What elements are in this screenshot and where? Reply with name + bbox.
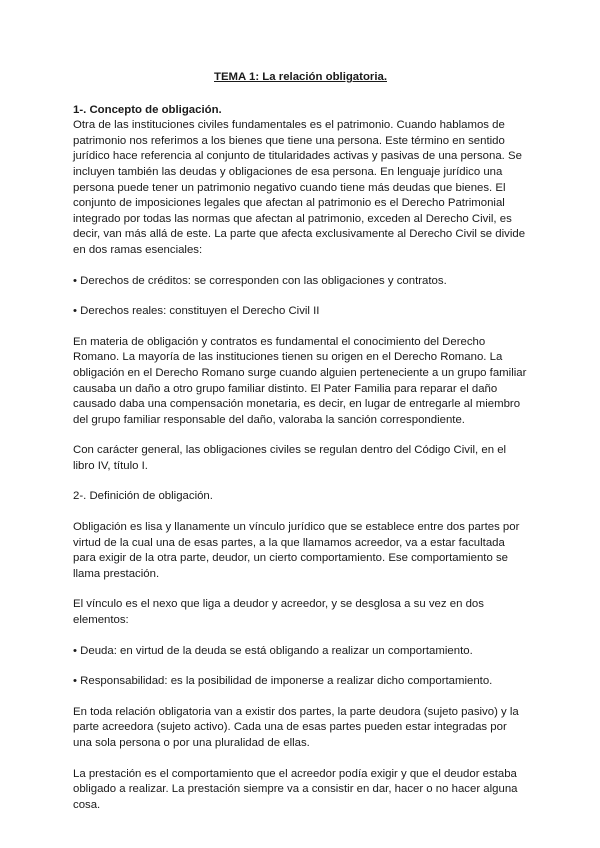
bullet-deuda: • Deuda: en virtud de la deuda se está obligando a realizar un comportamiento.: [73, 644, 473, 657]
bullet-responsabilidad: • Responsabilidad: es la posibilidad de imponerse a realizar dicho comportamiento.: [73, 675, 493, 688]
section2-paragraph-1: Obligación es lisa y llanamente un vínculo jurídico que se establece entre dos partes por virtud de la cual una de esas partes, a la que llamamos acreedor, va a estar facultada para exigir de la otra parte, deudor, un cierto comportamiento. Ese comportamiento se llama prestación.: [73, 521, 520, 580]
section2-paragraph-4: La prestación es el comportamiento que el acreedor podía exigir y que el deudor estaba obligado a realizar. La prestación siempre va a consistir en dar, hacer o no hacer alguna cosa.: [73, 767, 518, 811]
bullet-derechos-reales: • Derechos reales: constituyen el Derecho Civil II: [73, 305, 320, 318]
section2-paragraph-3: En toda relación obligatoria van a existir dos partes, la parte deudora (sujeto pasivo) y la parte acreedora (sujeto activo). Cada una de esas partes pueden estar integradas por una sola persona o por una pluralidad de ellas.: [73, 705, 519, 749]
bullet-derechos-creditos: • Derechos de créditos: se corresponden con las obligaciones y contratos.: [73, 274, 447, 287]
section1-paragraph-3: Con carácter general, las obligaciones civiles se regulan dentro del Código Civil, en el libro IV, título I.: [73, 444, 507, 472]
section1-paragraph-1: Otra de las instituciones civiles fundamentales es el patrimonio. Cuando hablamos de patrimonio nos referimos a los bienes que tiene una persona. Este término en sentido jurídico hace referencia al conjunto de titularidades activas y pasivas de una persona. Se incluyen también las deudas y obligaciones de esa persona. En lenguaje jurídico una persona puede tener un patrimonio negativo cuando tiene más deudas que bienes. El conjunto de imposiciones legales que afectan al patrimonio es el Derecho Patrimonial integrado por todas las normas que afectan al patrimonio, exceden al Derecho Civil, es decir, van más allá de este. La parte que afecta exclusivamente al Derecho Civil se divide en dos ramas esenciales:: [73, 119, 526, 256]
document-title: TEMA 1: La relación obligatoria.: [214, 71, 387, 83]
section2-paragraph-2: El vínculo es el nexo que liga a deudor y acreedor, y se desglosa a su vez en dos elementos:: [73, 598, 484, 627]
document-page: [73, 70, 528, 828]
section1-paragraph-2: En materia de obligación y contratos es fundamental el conocimiento del Derecho Romano. La mayoría de las instituciones tienen su origen en el Derecho Romano. La obligación en el Derecho Romano surge cuando alguien perteneciente a un grupo familiar causaba un daño a otro grupo familiar distinto. El Pater Familia para reparar el daño causado daba una compensación monetaria, es decir, en lugar de entregarle al miembro del grupo familiar responsable del daño, valoraba la sanción correspondiente.: [73, 335, 527, 426]
section2-heading: 2-. Definición de obligación.: [73, 490, 213, 503]
section1-heading: 1-. Concepto de obligación.: [73, 103, 222, 116]
